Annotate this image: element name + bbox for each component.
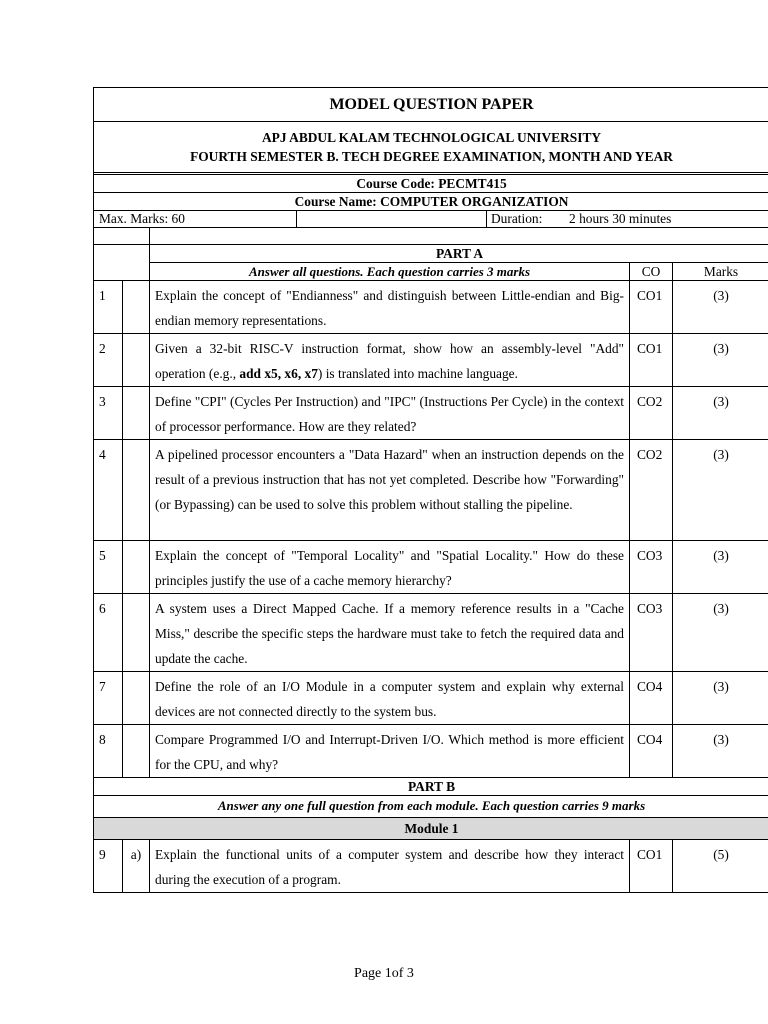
part-b-heading: PART B — [94, 778, 768, 796]
page-number: Page 1of 3 — [354, 966, 414, 981]
question-number: 2 — [94, 334, 123, 387]
question-text: Explain the concept of "Temporal Locality" and "Spatial Locality." How do these principles justify the use of a cache memory hierarchy? — [150, 541, 630, 594]
exam-name: FOURTH SEMESTER B. TECH DEGREE EXAMINATION, MONTH AND YEAR — [190, 149, 673, 164]
empty-cell — [94, 245, 150, 281]
question-co: CO1 — [630, 281, 673, 334]
empty-cell — [123, 281, 150, 334]
question-marks: (3) — [673, 334, 768, 387]
empty-cell — [123, 387, 150, 440]
module-heading: Module 1 — [94, 818, 768, 840]
question-text-part: Given a 32-bit RISC-V instruction format, show how an assembly-level "Add" operation (e.g., — [155, 341, 624, 381]
question-marks: (3) — [673, 725, 768, 778]
part-a-heading: PART A — [150, 245, 768, 263]
question-co: CO2 — [630, 440, 673, 541]
question-text: Explain the functional units of a computer system and describe how they interact during the execution of a program. — [150, 840, 630, 893]
part-b-instruction: Answer any one full question from each module. Each question carries 9 marks — [94, 796, 768, 818]
duration-label: Duration: — [491, 211, 543, 226]
question-number: 6 — [94, 594, 123, 672]
sub-question-label: a) — [123, 840, 150, 893]
question-paper-table — [93, 87, 768, 893]
question-text-code: add x5, x6, x7 — [239, 366, 318, 381]
question-text: Compare Programmed I/O and Interrupt-Driven I/O. Which method is more efficient for the CPU, and why? — [150, 725, 630, 778]
question-number: 1 — [94, 281, 123, 334]
co-header: CO — [630, 263, 673, 281]
question-co: CO3 — [630, 594, 673, 672]
question-number: 7 — [94, 672, 123, 725]
question-text-part: ) is translated into machine language. — [317, 366, 518, 381]
question-co: CO1 — [630, 334, 673, 387]
empty-cell — [123, 541, 150, 594]
question-marks: (3) — [673, 387, 768, 440]
empty-cell — [123, 672, 150, 725]
question-row — [94, 725, 768, 778]
question-co: CO3 — [630, 541, 673, 594]
question-text — [150, 334, 630, 387]
question-row — [94, 594, 768, 672]
duration — [487, 211, 768, 228]
question-number: 3 — [94, 387, 123, 440]
question-row — [94, 281, 768, 334]
question-text: A system uses a Direct Mapped Cache. If a memory reference results in a "Cache Miss," describe the specific steps the hardware must take to fetch the required data and update the cache. — [150, 594, 630, 672]
paper-title: MODEL QUESTION PAPER — [94, 88, 768, 122]
empty-cell — [123, 440, 150, 541]
duration-value: 2 hours 30 minutes — [569, 211, 672, 226]
question-row — [94, 334, 768, 387]
question-marks: (3) — [673, 541, 768, 594]
question-marks: (3) — [673, 281, 768, 334]
question-row — [94, 541, 768, 594]
question-co: CO4 — [630, 672, 673, 725]
empty-cell — [297, 211, 487, 228]
university-header — [94, 122, 768, 173]
question-row — [94, 440, 768, 541]
question-row — [94, 387, 768, 440]
question-number: 5 — [94, 541, 123, 594]
question-text: Define "CPI" (Cycles Per Instruction) and "IPC" (Instructions Per Cycle) in the context of processor performance. How are they related? — [150, 387, 630, 440]
part-a-instruction: Answer all questions. Each question carries 3 marks — [150, 263, 630, 281]
question-co: CO2 — [630, 387, 673, 440]
question-text: Explain the concept of "Endianness" and distinguish between Little-endian and Big-endian memory representations. — [150, 281, 630, 334]
question-co: CO4 — [630, 725, 673, 778]
course-name: Course Name: COMPUTER ORGANIZATION — [94, 193, 768, 211]
question-marks: (3) — [673, 440, 768, 541]
question-text: Define the role of an I/O Module in a computer system and explain why external devices are not connected directly to the system bus. — [150, 672, 630, 725]
question-number: 4 — [94, 440, 123, 541]
question-row — [94, 672, 768, 725]
course-code: Course Code: PECMT415 — [94, 175, 768, 193]
question-number: 8 — [94, 725, 123, 778]
question-number: 9 — [94, 840, 123, 893]
question-marks: (5) — [673, 840, 768, 893]
max-marks: Max. Marks: 60 — [94, 211, 297, 228]
empty-cell — [94, 228, 150, 245]
empty-cell — [123, 594, 150, 672]
question-row — [94, 840, 768, 893]
empty-cell — [123, 725, 150, 778]
empty-cell — [123, 334, 150, 387]
question-marks: (3) — [673, 594, 768, 672]
university-name: APJ ABDUL KALAM TECHNOLOGICAL UNIVERSITY — [262, 130, 602, 145]
marks-header: Marks — [673, 263, 768, 281]
question-co: CO1 — [630, 840, 673, 893]
question-marks: (3) — [673, 672, 768, 725]
question-text: A pipelined processor encounters a "Data Hazard" when an instruction depends on the result of a previous instruction that has not yet completed. Describe how "Forwarding" (or Bypassing) can be used to solve this problem without stalling the pipeline. — [150, 440, 630, 541]
empty-cell — [150, 228, 768, 245]
